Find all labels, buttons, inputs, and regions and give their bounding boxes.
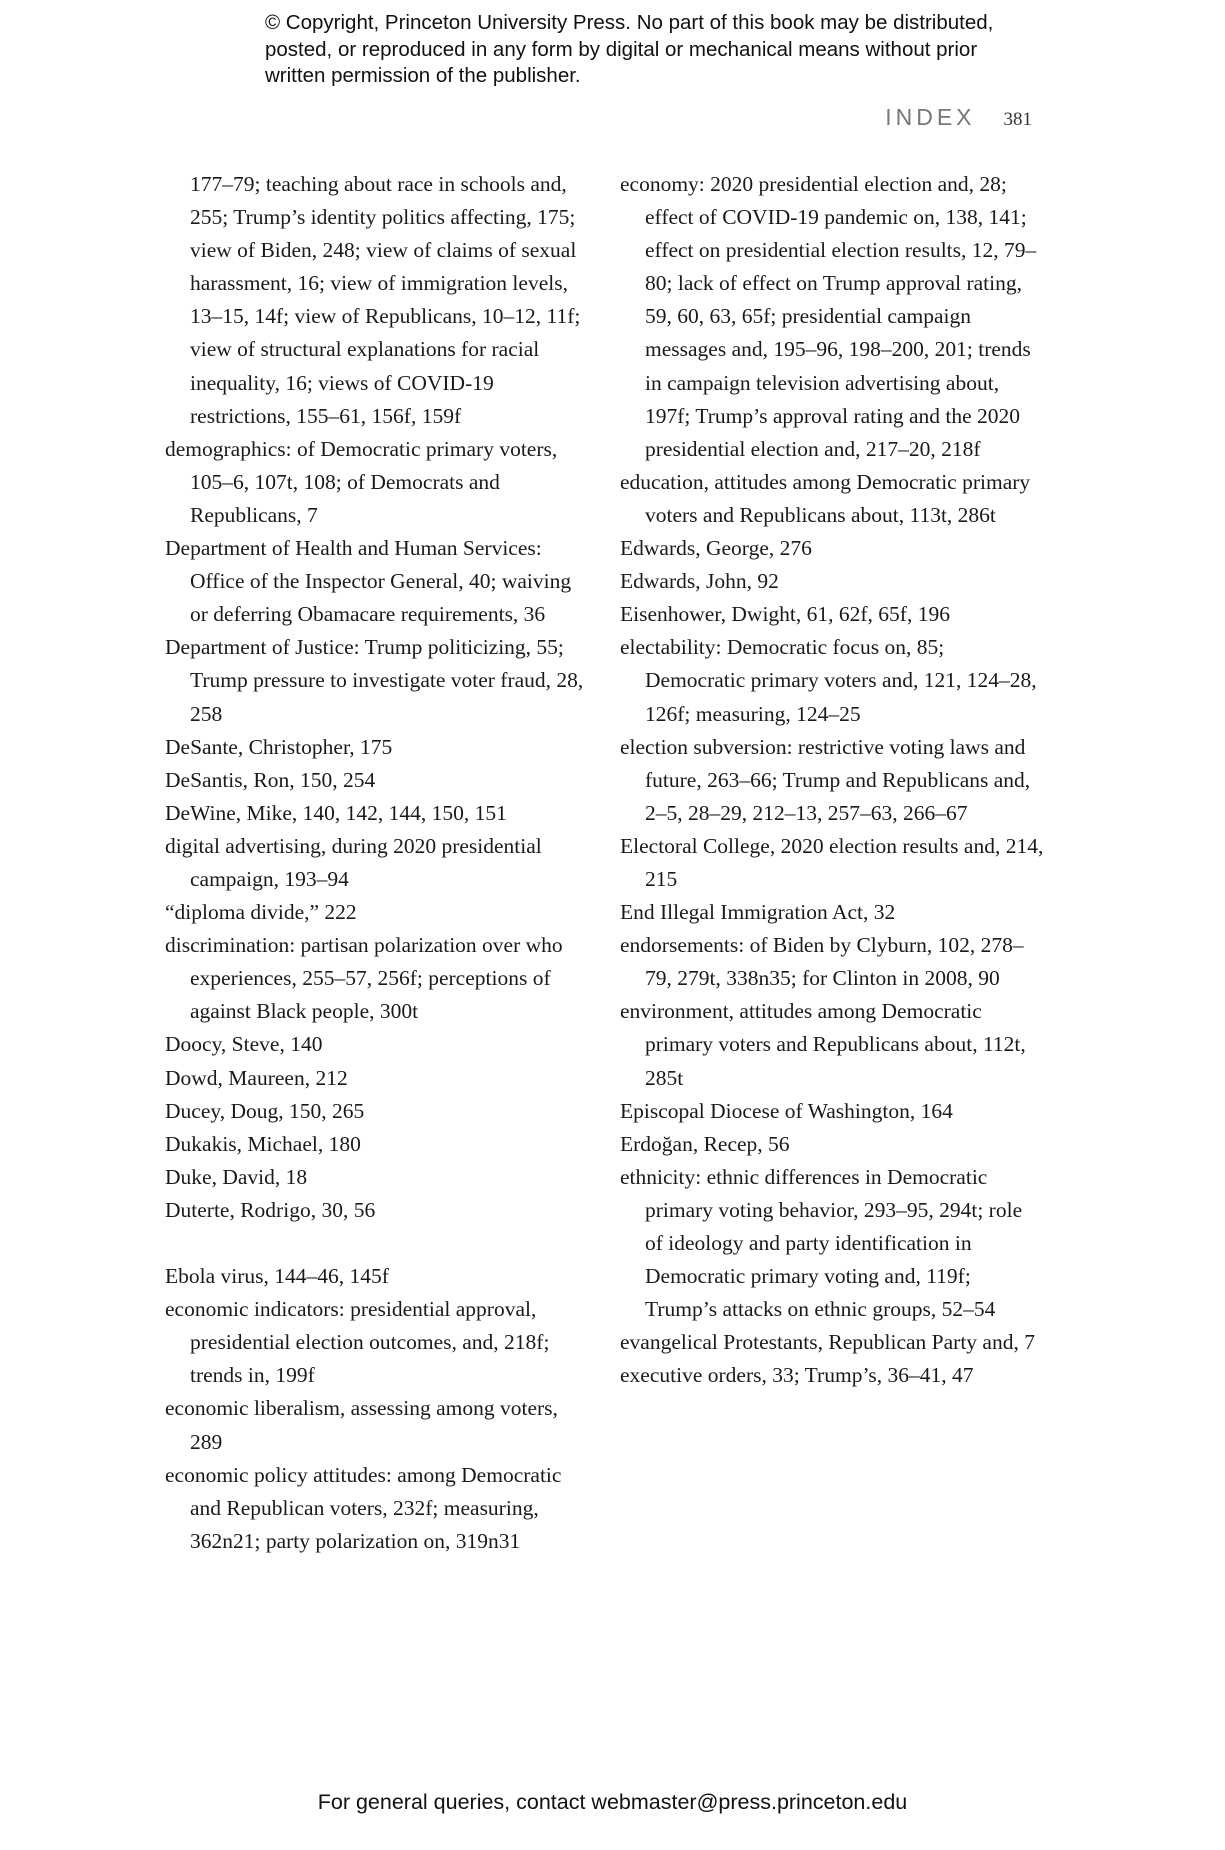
index-entry: endorsements: of Biden by Clyburn, 102, 278–79, 279t, 338n35; for Clinton in 2008, 90 xyxy=(620,933,1024,991)
page-number: 381 xyxy=(1003,109,1032,130)
running-head xyxy=(885,104,1032,131)
index-entry: Episcopal Diocese of Washington, 164 xyxy=(620,1098,953,1123)
index-entry: Ducey, Doug, 150, 265 xyxy=(165,1098,365,1123)
letter-group-gap xyxy=(165,1227,590,1260)
index-entry: electability: Democratic focus on, 85; Democratic primary voters and, 121, 124–28, 126f; measuring, 124–25 xyxy=(620,635,1037,726)
index-entry-continuation: 177–79; teaching about race in schools and, 255; Trump’s identity politics affecting, 175; view of Biden, 248; view of claims of sexual harassment, 16; view of immigration levels, 13–15, 14f; view of Republicans, 10–12, 11f; view of structural explanations for racial inequality, 16; views of COVID-19 restrictions, 155–61, 156f, 159f xyxy=(190,172,581,428)
index-entry: discrimination: partisan polarization over who experiences, 255–57, 256f; perceptions of against Black people, 300t xyxy=(165,933,563,1024)
index-entry: economic indicators: presidential approval, presidential election outcomes, and, 218f; trends in, 199f xyxy=(165,1297,550,1388)
index-entry: Dukakis, Michael, 180 xyxy=(165,1131,361,1156)
index-entry: economic policy attitudes: among Democratic and Republican voters, 232f; measuring, 362n21; party polarization on, 319n31 xyxy=(165,1462,562,1553)
index-entry: “diploma divide,” 222 xyxy=(165,900,357,925)
index-entry: End Illegal Immigration Act, 32 xyxy=(620,900,896,925)
index-entry: Doocy, Steve, 140 xyxy=(165,1032,323,1057)
index-entry: DeSantis, Ron, 150, 254 xyxy=(165,767,376,792)
index-entry: Erdoğan, Recep, 56 xyxy=(620,1131,790,1156)
index-entry: Department of Justice: Trump politicizing, 55; Trump pressure to investigate voter fraud, 28, 258 xyxy=(165,635,584,726)
index-entry: Edwards, George, 276 xyxy=(620,536,812,561)
index-entry: Electoral College, 2020 election results and, 214, 215 xyxy=(620,833,1044,891)
index-entry: environment, attitudes among Democratic primary voters and Republicans about, 112t, 285t xyxy=(620,999,1026,1090)
index-entry: Ebola virus, 144–46, 145f xyxy=(165,1264,389,1289)
footer-contact: For general queries, contact webmaster@press.princeton.edu xyxy=(317,1790,908,1814)
index-column-right xyxy=(620,168,1045,1392)
index-entry: DeWine, Mike, 140, 142, 144, 150, 151 xyxy=(165,800,507,825)
index-entry: economic liberalism, assessing among voters, 289 xyxy=(165,1396,558,1454)
section-label: INDEX xyxy=(885,104,976,130)
index-column-left xyxy=(165,168,590,1558)
index-entry: executive orders, 33; Trump’s, 36–41, 47 xyxy=(620,1363,974,1388)
index-entry: Edwards, John, 92 xyxy=(620,569,779,594)
index-entry: Dowd, Maureen, 212 xyxy=(165,1065,348,1090)
index-entry: demographics: of Democratic primary voters, 105–6, 107t, 108; of Democrats and Republicans, 7 xyxy=(165,436,558,527)
index-entry: evangelical Protestants, Republican Party and, 7 xyxy=(620,1330,1035,1355)
index-entry: election subversion: restrictive voting laws and future, 263–66; Trump and Republicans and, 2–5, 28–29, 212–13, 257–63, 266–67 xyxy=(620,734,1031,825)
index-entry: Eisenhower, Dwight, 61, 62f, 65f, 196 xyxy=(620,602,950,627)
index-entry: digital advertising, during 2020 presidential campaign, 193–94 xyxy=(165,833,542,891)
index-entry: education, attitudes among Democratic primary voters and Republicans about, 113t, 286t xyxy=(620,469,1031,527)
index-entry: ethnicity: ethnic differences in Democratic primary voting behavior, 293–95, 294t; role of ideology and party identification in Democratic primary voting and, 119f; Trump’s attacks on ethnic groups, 52–54 xyxy=(620,1164,1023,1322)
index-entry: Duke, David, 18 xyxy=(165,1164,308,1189)
index-entry: Duterte, Rodrigo, 30, 56 xyxy=(165,1197,376,1222)
copyright-notice: © Copyright, Princeton University Press. No part of this book may be distributed, posted, or reproduced in any form by digital or mechanical means without prior written permission of the publisher. xyxy=(265,11,994,87)
index-entry: DeSante, Christopher, 175 xyxy=(165,734,393,759)
index-entry: Department of Health and Human Services: Office of the Inspector General, 40; waiving or deferring Obamacare requirements, 36 xyxy=(165,536,572,627)
index-entry: economy: 2020 presidential election and, 28; effect of COVID-19 pandemic on, 138, 141; effect on presidential election results, 12, 79–80; lack of effect on Trump approval rating, 59, 60, 63, 65f; presidential campaign messages and, 195–96, 198–200, 201; trends in campaign television advertising about, 197f; Trump’s approval rating and the 2020 presidential election and, 217–20, 218f xyxy=(620,172,1037,461)
